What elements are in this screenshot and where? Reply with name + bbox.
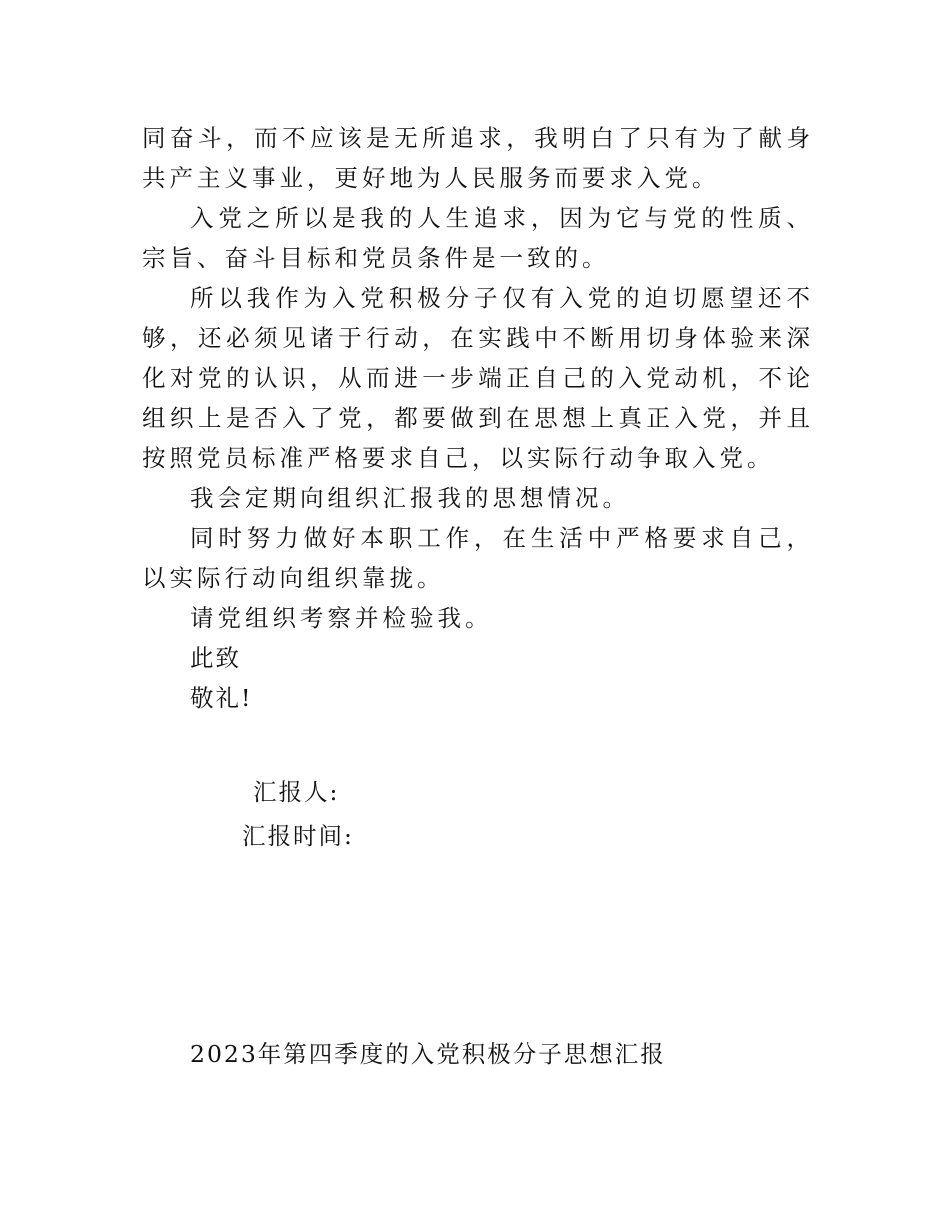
reporter-label: 汇报人: [253,778,340,806]
closing-regards: 敬礼! [190,684,253,712]
paragraph-work-hard: 同时努力做好本职工作，在生活中严格要求自己，以实际行动向组织靠拢。 [142,524,814,592]
report-body [142,118,814,718]
paragraph-report-regularly: 我会定期向组织汇报我的思想情况。 [190,484,630,512]
paragraph-request-review: 请党组织考察并检验我。 [190,604,493,632]
paragraph-pursuit: 入党之所以是我的人生追求，因为它与党的性质、宗旨、奋斗目标和党员条件是一致的。 [142,204,814,272]
paragraph-continuation: 同奋斗，而不应该是无所追求，我明白了只有为了献身共产主义事业，更好地为人民服务而要求入党。 [142,124,814,192]
paragraph-action: 所以我作为入党积极分子仅有入党的迫切愿望还不够，还必须见诸于行动，在实践中不断用切身体验来深化对党的认识，从而进一步端正自己的入党动机，不论组织上是否入了党，都要做到在思想上真正入党，并且按照党员标准严格要求自己，以实际行动争取入党。 [142,284,814,472]
next-report-title: 2023年第四季度的入党积极分子思想汇报 [190,1040,666,1068]
closing-salutation: 此致 [190,644,241,672]
report-time-label: 汇报时间: [242,822,354,850]
